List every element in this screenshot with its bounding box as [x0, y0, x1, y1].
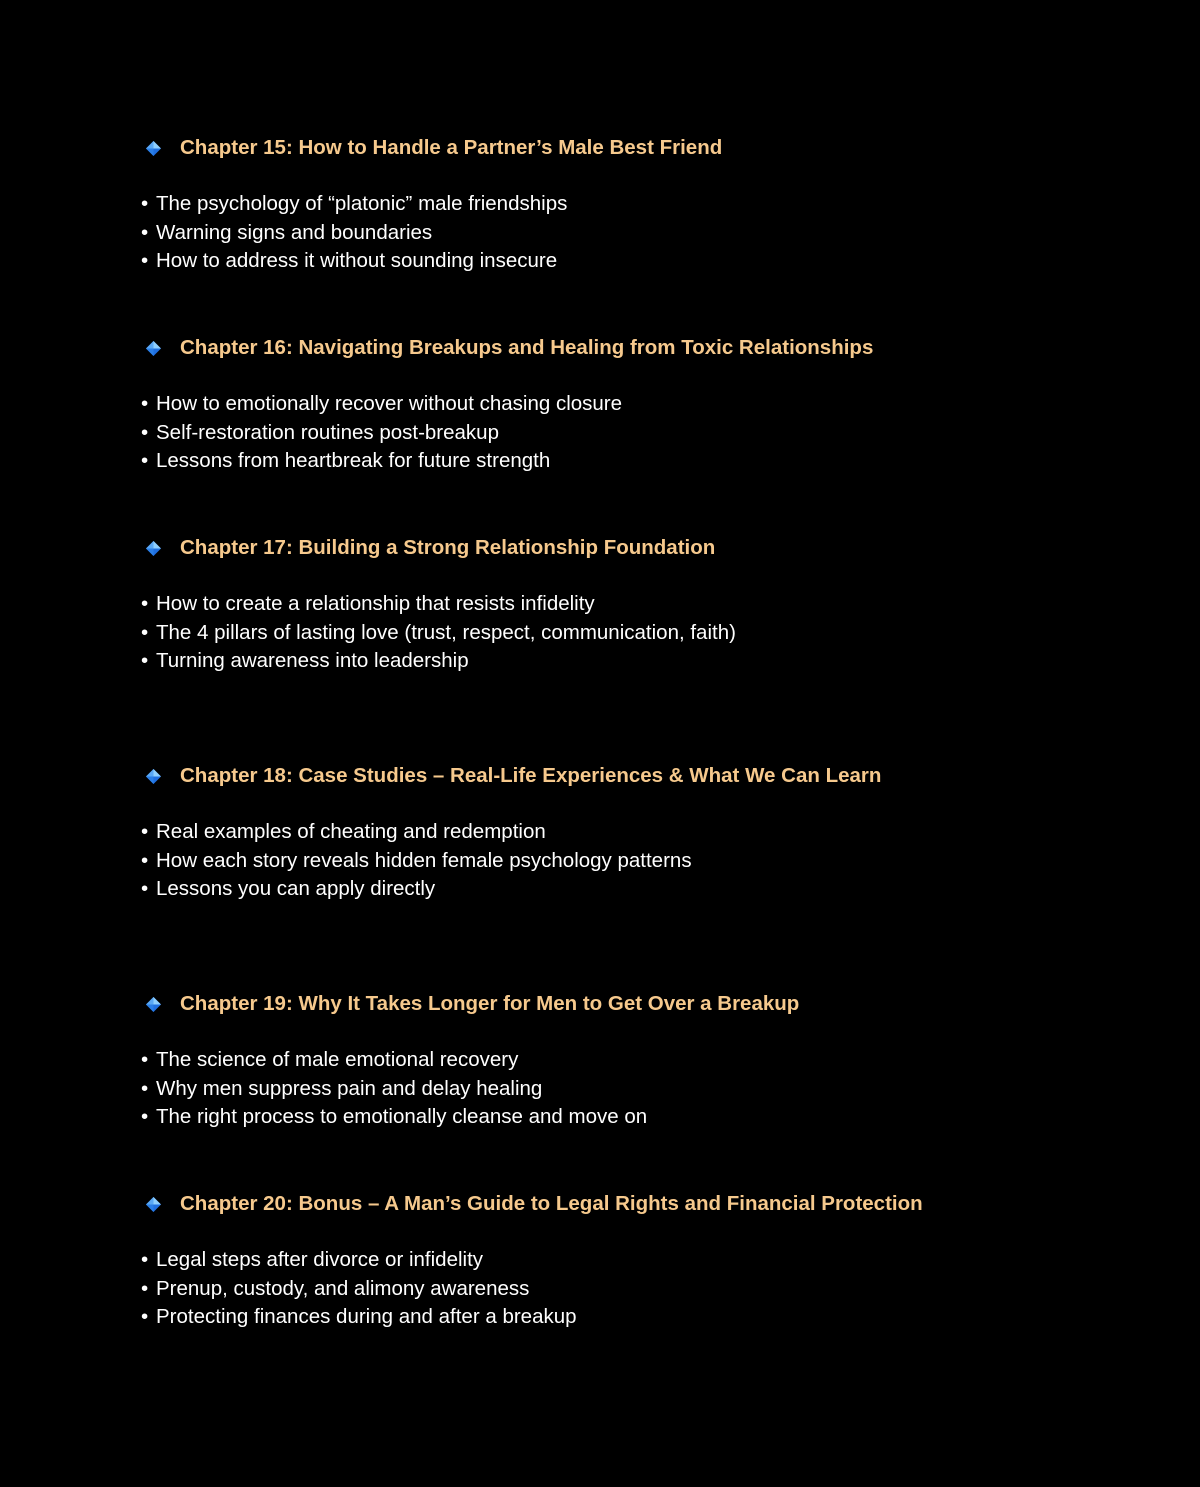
blue-diamond-icon — [146, 141, 161, 156]
bullet-item: • Prenup, custody, and alimony awareness — [140, 1275, 1140, 1304]
bullet-item: • Warning signs and boundaries — [140, 219, 1140, 248]
bullet-list — [140, 590, 1140, 676]
blue-diamond-icon — [146, 541, 161, 556]
chapter-heading — [140, 333, 1140, 363]
bullet-item: • Why men suppress pain and delay healing — [140, 1075, 1140, 1104]
chapter-15-section — [140, 133, 1140, 276]
chapter-19-section — [140, 989, 1140, 1132]
chapter-heading — [140, 989, 1140, 1019]
chapter-title: Chapter 19: Why It Takes Longer for Men to Get Over a Breakup — [180, 992, 800, 1015]
blue-diamond-icon — [146, 341, 161, 356]
bullet-item: • The right process to emotionally cleanse and move on — [140, 1103, 1140, 1132]
chapter-title: Chapter 15: How to Handle a Partner’s Male Best Friend — [180, 136, 723, 159]
bullet-item: • Self-restoration routines post-breakup — [140, 419, 1140, 448]
chapter-16-section — [140, 333, 1140, 476]
blue-diamond-icon — [146, 1197, 161, 1212]
bullet-list — [140, 1246, 1140, 1332]
bullet-item: • How each story reveals hidden female psychology patterns — [140, 847, 1140, 876]
bullet-item: • Protecting finances during and after a breakup — [140, 1303, 1140, 1332]
chapter-heading — [140, 533, 1140, 563]
bullet-item: • The 4 pillars of lasting love (trust, respect, communication, faith) — [140, 619, 1140, 648]
bullet-item: • Legal steps after divorce or infidelity — [140, 1246, 1140, 1275]
chapter-title: Chapter 16: Navigating Breakups and Healing from Toxic Relationships — [180, 336, 874, 359]
bullet-list — [140, 1046, 1140, 1132]
chapter-heading — [140, 133, 1140, 163]
chapter-20-section — [140, 1189, 1140, 1332]
bullet-item: • Turning awareness into leadership — [140, 647, 1140, 676]
blue-diamond-icon — [146, 769, 161, 784]
chapter-title: Chapter 17: Building a Strong Relationship Foundation — [180, 536, 716, 559]
bullet-item: • Lessons from heartbreak for future strength — [140, 447, 1140, 476]
bullet-item: • How to create a relationship that resists infidelity — [140, 590, 1140, 619]
bullet-list — [140, 190, 1140, 276]
chapter-18-section — [140, 761, 1140, 904]
bullet-item: • How to address it without sounding insecure — [140, 247, 1140, 276]
bullet-list — [140, 818, 1140, 904]
bullet-item: • Real examples of cheating and redemption — [140, 818, 1140, 847]
blue-diamond-icon — [146, 997, 161, 1012]
bullet-item: • Lessons you can apply directly — [140, 875, 1140, 904]
chapter-17-section — [140, 533, 1140, 676]
bullet-item: • The psychology of “platonic” male friendships — [140, 190, 1140, 219]
chapter-heading — [140, 1189, 1140, 1219]
bullet-item: • How to emotionally recover without chasing closure — [140, 390, 1140, 419]
chapter-title: Chapter 20: Bonus – A Man’s Guide to Legal Rights and Financial Protection — [180, 1192, 923, 1215]
chapter-title: Chapter 18: Case Studies – Real-Life Experiences & What We Can Learn — [180, 764, 882, 787]
chapter-heading — [140, 761, 1140, 791]
bullet-item: • The science of male emotional recovery — [140, 1046, 1140, 1075]
bullet-list — [140, 390, 1140, 476]
